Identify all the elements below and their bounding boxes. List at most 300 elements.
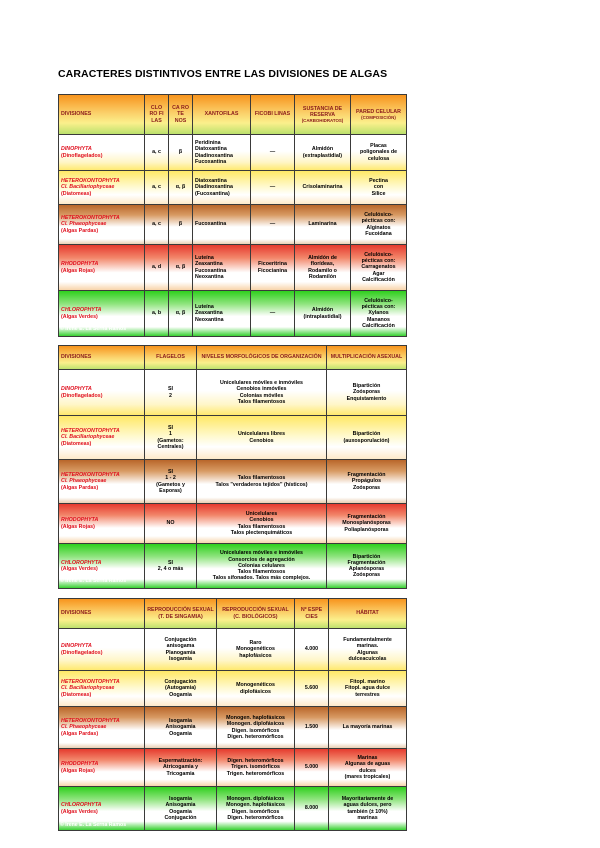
header-sub: (COMPOSICIÓN) xyxy=(361,115,396,121)
habitat-cell-line: marinas. xyxy=(356,643,379,650)
flagelos-cell-line: NO xyxy=(166,520,175,527)
division-common-name: (Algas Rojas) xyxy=(61,267,95,274)
division-class: Cl. Bacillariophyceae xyxy=(61,434,115,441)
habitat-cell-line: Mayoritariamente de xyxy=(341,796,394,802)
division-cell xyxy=(59,135,145,171)
reserva-cell-line: Rodamilón xyxy=(308,273,337,280)
division-name: DINOPHYTA xyxy=(61,146,92,153)
division-common-name: (Diatomeas) xyxy=(61,691,92,698)
xantofilas-cell xyxy=(193,135,251,171)
niveles-cell-line: Talos plectenquimáticos xyxy=(230,529,293,536)
flagelos-cell xyxy=(145,370,197,416)
pared-cell-line: Sílice xyxy=(371,190,386,197)
niveles-cell xyxy=(197,504,327,544)
division-common-name: (Dinoflagelados) xyxy=(61,649,103,656)
niveles-cell-line: Unicelulares libres xyxy=(237,431,286,438)
division-name: RHODOPHYTA xyxy=(61,761,99,768)
flagelos-cell-line: (Gametos: xyxy=(157,437,184,444)
ficobilinas-cell xyxy=(251,205,295,245)
singamia-cell-line: Isogamia xyxy=(169,796,192,802)
pared-cell-line: Pectina xyxy=(369,178,388,185)
singamia-cell-line: Conjugación xyxy=(164,679,197,686)
pared-cell-line: poligonales de xyxy=(359,149,398,156)
col-header-carotenos: CA RO TE NOS xyxy=(169,95,193,135)
division-cell xyxy=(59,171,145,205)
division-cell xyxy=(59,370,145,416)
division-common-name: (Algas Rojas) xyxy=(61,767,95,774)
habitat-cell xyxy=(329,707,407,749)
col-header-niveles: NIVELES MORFOLÓGICOS DE ORGANIZACIÓN xyxy=(197,346,327,370)
ciclos-cell-line: Monogen. diplofásicos xyxy=(226,796,285,802)
niveles-cell-line: Cenobios xyxy=(249,437,274,444)
reserva-cell-line: (intraplastidial) xyxy=(303,313,342,320)
habitat-cell-line: aguas dulces, pero xyxy=(343,802,392,809)
division-common-name: (Algas Pardas) xyxy=(61,227,99,234)
division-name: RHODOPHYTA xyxy=(61,261,99,268)
habitat-cell-line: (mares tropicales) xyxy=(344,773,391,780)
niveles-cell-line: Talos "verdaderos tejidos" (hísticos) xyxy=(215,481,308,488)
pared-cell-line: celulosa xyxy=(367,155,390,162)
niveles-cell-line: Consorcios de agregación xyxy=(228,556,295,563)
flagelos-cell-line: SI xyxy=(167,469,173,475)
division-name: CHLOROPHYTA xyxy=(61,559,102,566)
niveles-cell xyxy=(197,460,327,504)
header-sub: (CARBOHIDRATOS) xyxy=(301,118,344,124)
especies-cell xyxy=(295,671,329,707)
reserva-cell-line: florídeas, xyxy=(310,261,335,268)
reserva-cell-line: (extraplastidial) xyxy=(302,152,343,159)
clorofilas-cell-value: a, d xyxy=(151,264,162,271)
ficobilinas-cell xyxy=(251,171,295,205)
clorofilas-cell xyxy=(145,245,169,291)
singamia-cell-line: Oogamia xyxy=(169,691,192,698)
col-header-ficobilinas: FICOBI LINAS xyxy=(251,95,295,135)
table-row xyxy=(59,629,407,671)
singamia-cell-line: Espermatización: xyxy=(158,758,203,765)
division-name: HETEROKONTOPHYTA xyxy=(61,215,120,222)
division-common-name: (Dinoflagelados) xyxy=(61,392,103,399)
reserva-cell xyxy=(295,291,351,337)
division-cell xyxy=(59,460,145,504)
flagelos-cell-line: 2, 4 o más xyxy=(157,566,184,572)
habitat-cell-line: Marinas xyxy=(357,755,378,761)
singamia-cell-line: anisogama xyxy=(166,643,195,650)
singamia-cell-line: Planogamia xyxy=(165,649,196,656)
xantofilas-cell-line: Peridinina xyxy=(195,140,221,146)
xantofilas-cell-line: Diatoxantina xyxy=(195,146,227,153)
niveles-cell-line: Colonias celulares xyxy=(238,562,285,569)
niveles-cell-line: Cenobios xyxy=(249,517,274,524)
col-header-pared-celular xyxy=(351,95,407,135)
col-header-habitat: HÁBITAT xyxy=(329,599,407,629)
division-common-name: (Diatomeas) xyxy=(61,440,92,447)
reserva-cell xyxy=(295,245,351,291)
table-row xyxy=(59,171,407,205)
habitat-cell-line: terrestres xyxy=(355,691,380,698)
multiplicacion-cell xyxy=(327,460,407,504)
singamia-cell-line: Tricogamia xyxy=(166,770,195,777)
flagelos-cell-line: 1 xyxy=(169,431,172,438)
header-main: REPRODUCCIÓN SEXUAL xyxy=(147,607,214,614)
division-class: Cl. Phaeophyceae xyxy=(61,478,107,485)
ciclos-cell-line: Monogenéticos xyxy=(236,646,275,653)
multiplicacion-cell-line: Zoósporas xyxy=(352,572,381,579)
niveles-cell xyxy=(197,370,327,416)
table-row xyxy=(59,671,407,707)
niveles-cell xyxy=(197,416,327,460)
table-row xyxy=(59,205,407,245)
division-class: Cl. Phaeophyceae xyxy=(61,221,107,228)
especies-cell xyxy=(295,707,329,749)
xantofilas-cell-line: Zeaxantina xyxy=(195,310,223,317)
especies-cell-value: 1.500 xyxy=(304,724,319,731)
col-header-ciclos xyxy=(217,599,295,629)
multiplicacion-cell xyxy=(327,504,407,544)
ciclos-cell xyxy=(217,671,295,707)
division-common-name: (Algas Pardas) xyxy=(61,730,99,737)
ficobilinas-cell-line: Ficoeritrina xyxy=(258,261,287,268)
niveles-cell-line: Talos filamentosos xyxy=(237,475,286,482)
division-cell xyxy=(59,707,145,749)
habitat-cell-line: Algunas de aguas xyxy=(344,761,391,768)
habitat-cell-line: Fitopl. marino xyxy=(349,679,386,686)
habitat-cell-line: dulceacuícolas xyxy=(348,655,387,662)
pared-cell-line: Mananos xyxy=(367,316,390,323)
division-name: HETEROKONTOPHYTA xyxy=(61,428,120,435)
xantofilas-cell-line: Zeaxantina xyxy=(195,261,223,268)
especies-cell-value: 4.000 xyxy=(304,646,319,653)
multiplicacion-cell-line: Fragmentación xyxy=(347,559,386,566)
division-name: RHODOPHYTA xyxy=(61,517,99,524)
xantofilas-cell-line: Neoxantina xyxy=(195,273,224,280)
ciclos-cell xyxy=(217,749,295,787)
table-header-row xyxy=(59,346,407,370)
pared-cell-line: pécticas con: xyxy=(361,304,396,311)
carotenos-cell xyxy=(169,291,193,337)
niveles-cell-line: Talos sifonados. Talos más complejos. xyxy=(212,575,311,582)
habitat-cell xyxy=(329,629,407,671)
flagelos-cell-line: SI xyxy=(167,386,173,393)
clorofilas-cell xyxy=(145,135,169,171)
reserva-cell-line: Crisolaminarina xyxy=(302,184,343,191)
ciclos-cell-line: Digen. isomórficos xyxy=(231,808,280,815)
niveles-cell-line: Unicelulares móviles e inmóviles xyxy=(219,550,304,557)
habitat-cell-line: La mayoría marinas xyxy=(342,724,393,731)
reserva-cell xyxy=(295,135,351,171)
singamia-cell xyxy=(145,629,217,671)
ficobilinas-cell-line: Ficocianina xyxy=(257,267,288,274)
division-class: Cl. Bacillariophyceae xyxy=(61,184,115,191)
page-title: CARACTERES DISTINTIVOS ENTRE LAS DIVISIONES DE ALGAS xyxy=(58,68,388,80)
carotenos-cell-value: β xyxy=(178,221,183,228)
singamia-cell xyxy=(145,787,217,831)
table-row xyxy=(59,370,407,416)
clorofilas-cell-value: a, c xyxy=(152,221,161,228)
division-cell xyxy=(59,416,145,460)
especies-cell-value: 8.000 xyxy=(304,805,319,812)
division-cell xyxy=(59,629,145,671)
division-common-name: (Algas Pardas) xyxy=(61,484,99,491)
ficobilinas-cell xyxy=(251,291,295,337)
pared-cell-line: Fucoidana xyxy=(365,230,392,237)
ciclos-cell-line: Monogen. haplofásicos xyxy=(226,802,285,809)
xantofilas-cell-line: (Fucoxantina) xyxy=(195,190,230,197)
ciclos-cell-line: Trigen. heteromórficos xyxy=(226,770,285,777)
singamia-cell-line: Isogamia xyxy=(169,655,192,662)
flagelos-cell-line: SI xyxy=(167,425,173,431)
ciclos-cell-line: Monogen. haplofásicos xyxy=(226,715,285,721)
singamia-cell-line: Anisogamia xyxy=(165,724,196,731)
division-cell xyxy=(59,504,145,544)
multiplicacion-cell-line: Bipartición xyxy=(352,383,381,390)
division-name: HETEROKONTOPHYTA xyxy=(61,718,120,725)
multiplicacion-cell-line: Bipartición xyxy=(352,431,381,438)
xantofilas-cell xyxy=(193,171,251,205)
division-name: DINOPHYTA xyxy=(61,643,92,650)
xantofilas-cell-line: Luteína xyxy=(195,304,214,311)
ciclos-cell-line: haplofásicos xyxy=(239,652,272,659)
ciclos-cell-line: Digen. heteromórficos xyxy=(227,758,284,765)
pared-cell-line: pécticas con: xyxy=(361,258,396,265)
multiplicacion-cell-line: Fragmentación xyxy=(347,514,386,521)
col-header-sustancia-reserva xyxy=(295,95,351,135)
ciclos-cell xyxy=(217,707,295,749)
niveles-cell xyxy=(197,544,327,589)
singamia-cell xyxy=(145,749,217,787)
xantofilas-cell-line: Neoxantina xyxy=(195,316,224,323)
table-header-row xyxy=(59,599,407,629)
ficobilinas-cell-value: — xyxy=(269,221,276,228)
flagelos-cell-line: 1 - 2 xyxy=(165,475,176,482)
pared-cell-line: pécticas con: xyxy=(361,218,396,225)
reserva-cell-line: Almidón de xyxy=(308,255,337,261)
reserva-cell xyxy=(295,205,351,245)
singamia-cell-line: Anisogamia xyxy=(165,802,196,809)
division-common-name: (Dinoflagelados) xyxy=(61,152,103,159)
col-header-singamia xyxy=(145,599,217,629)
division-common-name: (Algas Verdes) xyxy=(61,566,98,572)
habitat-cell-line: Fundamentalmente xyxy=(343,637,392,643)
xantofilas-cell-line: Fucoxantina xyxy=(195,267,227,274)
table-row xyxy=(59,245,407,291)
pared-cell-line: Celulósico- xyxy=(364,297,393,304)
division-cell xyxy=(59,245,145,291)
habitat-cell-line: marinas xyxy=(357,814,378,821)
flagelos-cell-line: Esporas) xyxy=(159,487,182,494)
singamia-cell-line: Atricogamia y xyxy=(162,764,199,771)
xantofilas-cell xyxy=(193,245,251,291)
habitat-cell-line: dulces xyxy=(359,767,376,774)
reserva-cell-line: Almidón xyxy=(311,307,334,314)
clorofilas-cell-value: a, c xyxy=(152,149,161,156)
reserva-cell-line: Almidón xyxy=(311,146,334,153)
col-header-clorofilas: CLO RO FI LAS xyxy=(145,95,169,135)
xantofilas-cell-line: Diadinoxantina xyxy=(195,184,233,191)
flagelos-cell xyxy=(145,504,197,544)
xantofilas-cell-line: Fucoxantina xyxy=(195,158,227,165)
flagelos-cell-line: (Gametos y xyxy=(156,481,185,488)
division-class: Cl. Bacillariophyceae xyxy=(61,685,115,692)
clorofilas-cell xyxy=(145,205,169,245)
multiplicacion-cell xyxy=(327,544,407,589)
multiplicacion-cell-line: Aplanósporas xyxy=(348,566,385,572)
especies-cell xyxy=(295,749,329,787)
clorofilas-cell xyxy=(145,291,169,337)
ciclos-cell-line: diplofásicos xyxy=(240,688,271,695)
pared-cell-line: Xylanos xyxy=(368,310,389,317)
col-header-divisiones: DIVISIONES xyxy=(59,346,145,370)
flagelos-cell xyxy=(145,460,197,504)
ciclos-cell xyxy=(217,629,295,671)
ciclos-cell-line: Monogenéticos xyxy=(236,682,275,689)
pared-cell-line: Calcificación xyxy=(362,276,395,283)
ciclos-cell-line: Trigen. isomórficos xyxy=(231,764,280,771)
clorofilas-cell xyxy=(145,171,169,205)
ficobilinas-cell-value: — xyxy=(269,184,276,191)
ficobilinas-cell xyxy=(251,245,295,291)
singamia-cell-line: (Autogamia) xyxy=(165,685,196,692)
pared-cell xyxy=(351,291,407,337)
reserva-cell xyxy=(295,171,351,205)
table-caracteres xyxy=(58,94,407,337)
carotenos-cell-value: α, β xyxy=(175,310,186,317)
niveles-cell-line: Unicelulares móviles e inmóviles xyxy=(219,380,304,386)
ficobilinas-cell-value: — xyxy=(269,310,276,317)
table-row xyxy=(59,504,407,544)
ciclos-cell-line: Raro xyxy=(249,640,262,647)
pared-cell xyxy=(351,205,407,245)
pared-cell-line: Agar xyxy=(372,270,385,277)
multiplicacion-cell-line: Zoósporas xyxy=(352,484,381,491)
habitat-cell xyxy=(329,671,407,707)
division-name: DINOPHYTA xyxy=(61,386,92,393)
niveles-cell-line: Talos filamentosos xyxy=(237,569,286,576)
pared-cell-line: Celulósico- xyxy=(364,212,393,218)
table-header-row xyxy=(59,95,407,135)
flagelos-cell-line: 2 xyxy=(169,392,172,399)
division-name: HETEROKONTOPHYTA xyxy=(61,472,120,479)
reserva-cell-line: Rodamilo o xyxy=(308,267,337,274)
singamia-cell-line: Conjugación xyxy=(164,814,197,821)
pared-cell-line: Celulósico- xyxy=(364,251,393,258)
especies-cell xyxy=(295,629,329,671)
pared-cell xyxy=(351,245,407,291)
table-row xyxy=(59,416,407,460)
pared-cell-line: Placas xyxy=(370,143,387,150)
carotenos-cell xyxy=(169,171,193,205)
division-name: CHLOROPHYTA xyxy=(61,802,102,809)
niveles-cell-line: Talos filamentosos xyxy=(237,523,286,530)
multiplicacion-cell-line: Zoósporas xyxy=(352,389,381,396)
clorofilas-cell-value: a, c xyxy=(152,184,161,191)
singamia-cell-line: Isogamia xyxy=(169,718,192,725)
table-row xyxy=(59,707,407,749)
carotenos-cell xyxy=(169,245,193,291)
col-header-flagelos: FLAGELOS xyxy=(145,346,197,370)
credit-2: © Irene E. La Serna Ramos xyxy=(60,578,127,584)
singamia-cell-line: Conjugación xyxy=(164,637,197,643)
pared-cell xyxy=(351,171,407,205)
pared-cell xyxy=(351,135,407,171)
multiplicacion-cell-line: Bipartición xyxy=(352,553,381,560)
xantofilas-cell-line: Luteína xyxy=(195,255,214,261)
multiplicacion-cell-line: Propágulos xyxy=(351,478,382,485)
carotenos-cell-value: α, β xyxy=(175,264,186,271)
division-common-name: (Algas Verdes) xyxy=(61,313,98,320)
niveles-cell-line: Colonias móviles xyxy=(239,392,284,399)
header-main: PARED CELULAR xyxy=(356,108,401,115)
col-header-multiplicacion: MULTIPLICACIÓN ASEXUAL xyxy=(327,346,407,370)
niveles-cell-line: Cenobios inmóviles xyxy=(236,386,287,393)
header-sub: (C. BIOLÓGICOS) xyxy=(233,613,278,620)
habitat-cell-line: Fitopl. agua dulce xyxy=(344,685,391,692)
habitat-cell xyxy=(329,749,407,787)
multiplicacion-cell xyxy=(327,370,407,416)
multiplicacion-cell-line: Monosplanósporas xyxy=(342,520,391,527)
xantofilas-cell xyxy=(193,291,251,337)
ciclos-cell-line: Digen. isomórficos xyxy=(231,727,280,734)
niveles-cell-line: Unicelulares xyxy=(245,511,278,517)
xantofilas-cell-line: Diatoxantina xyxy=(195,178,227,185)
pared-cell-line: Calcificación xyxy=(362,322,395,329)
credit-3: © Irene E. La Serna Ramos xyxy=(60,822,127,828)
ciclos-cell xyxy=(217,787,295,831)
header-sub: (T. DE SINGAMIA) xyxy=(158,613,203,620)
carotenos-cell-value: β xyxy=(178,149,183,156)
division-name: CHLOROPHYTA xyxy=(61,307,102,314)
pared-cell-line: Alginatos xyxy=(366,224,391,231)
table-flagelos-organizacion xyxy=(58,345,407,589)
division-cell xyxy=(59,671,145,707)
habitat-cell xyxy=(329,787,407,831)
ficobilinas-cell-value: — xyxy=(269,149,276,156)
niveles-cell-line: Talos filamentosos xyxy=(237,398,286,405)
col-header-divisiones: DIVISIONES xyxy=(59,599,145,629)
table-row xyxy=(59,749,407,787)
multiplicacion-cell-line: Fragmentación xyxy=(347,472,386,479)
singamia-cell xyxy=(145,707,217,749)
ciclos-cell-line: Digen. heteromórficos xyxy=(227,814,284,821)
ciclos-cell-line: Digen. heteromórficos xyxy=(227,733,284,740)
multiplicacion-cell-line: Poliaplanósporas xyxy=(344,526,389,533)
singamia-cell xyxy=(145,671,217,707)
multiplicacion-cell-line: (auxosporulación) xyxy=(343,437,390,444)
division-name: HETEROKONTOPHYTA xyxy=(61,679,120,686)
carotenos-cell-value: α, β xyxy=(175,184,186,191)
table-row xyxy=(59,460,407,504)
multiplicacion-cell-line: Enquistamiento xyxy=(346,395,387,402)
division-common-name: (Diatomeas) xyxy=(61,190,92,197)
carotenos-cell xyxy=(169,135,193,171)
habitat-cell-line: también (± 10%) xyxy=(347,808,388,815)
especies-cell xyxy=(295,787,329,831)
credit-1: © Irene E. La Serna Ramos xyxy=(60,326,127,332)
especies-cell-value: 5.000 xyxy=(304,764,319,771)
singamia-cell-line: Oogamia xyxy=(169,808,192,815)
flagelos-cell-line: Centrales) xyxy=(157,443,184,450)
clorofilas-cell-value: a, b xyxy=(151,310,162,317)
division-name: HETEROKONTOPHYTA xyxy=(61,178,120,185)
xantofilas-cell-line: Diadinoxantina xyxy=(195,152,233,159)
col-header-especies: Nº ESPE CIES xyxy=(295,599,329,629)
flagelos-cell xyxy=(145,544,197,589)
table-reproduccion-habitat xyxy=(58,598,407,831)
pared-cell-line: con xyxy=(373,184,384,191)
division-common-name: (Algas Rojas) xyxy=(61,523,95,530)
flagelos-cell-line: SI xyxy=(167,559,173,566)
table-row xyxy=(59,135,407,171)
division-cell xyxy=(59,749,145,787)
